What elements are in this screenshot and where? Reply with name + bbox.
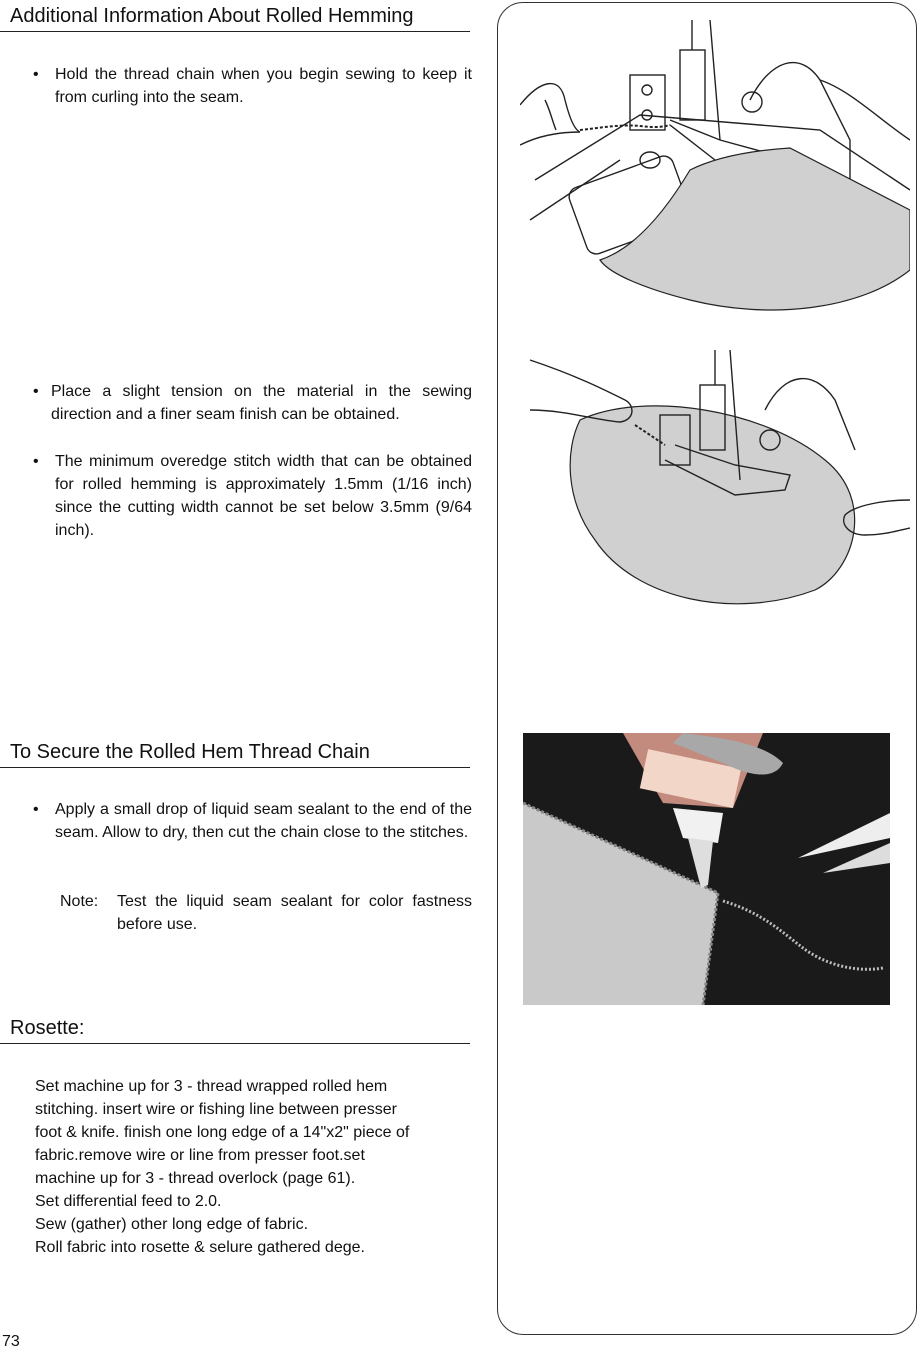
note-label: Note: [60,893,99,910]
rosette-line: machine up for 3 - thread overlock (page 61). [35,1170,356,1187]
heading-rolled-hemming: Additional Information About Rolled Hemming [0,4,470,32]
rosette-line: fabric.remove wire or line from presser foot.set [35,1147,365,1164]
rosette-line: Set machine up for 3 - thread wrapped rolled hem [35,1078,388,1095]
illustration-hold-thread-chain [520,20,910,320]
page-number: 73 [2,1333,20,1350]
rosette-line: Roll fabric into rosette & selure gathered dege. [35,1239,365,1256]
instruction-minimum-width: The minimum overedge stitch width that can be obtained for rolled hemming is approximately 1.5mm (1/16 inch) since the cutting width cannot be set below 3.5mm (9/64 inch). [55,453,472,539]
rosette-line: foot & knife. finish one long edge of a 14"x2" piece of [35,1124,410,1141]
rosette-line: Sew (gather) other long edge of fabric. [35,1216,309,1233]
heading-secure-chain: To Secure the Rolled Hem Thread Chain [0,740,470,768]
photo-seam-sealant [523,733,890,1005]
illustration-slight-tension [525,350,910,640]
bullet-marker: • [33,66,39,83]
rosette-line: stitching. insert wire or fishing line between presser [35,1101,397,1118]
bullet-marker: • [33,453,39,470]
instruction-slight-tension: Place a slight tension on the material in the sewing direction and a finer seam finish can be obtained. [51,383,472,423]
rosette-line: Set differential feed to 2.0. [35,1193,222,1210]
heading-rosette: Rosette: [0,1016,470,1044]
note-text: Test the liquid seam sealant for color fastness before use. [117,893,472,933]
instruction-hold-chain: Hold the thread chain when you begin sewing to keep it from curling into the seam. [55,66,472,106]
instruction-seam-sealant: Apply a small drop of liquid seam sealant to the end of the seam. Allow to dry, then cut the chain close to the stitches. [55,801,472,841]
bullet-marker: • [33,801,39,818]
bullet-marker: • [33,383,39,400]
